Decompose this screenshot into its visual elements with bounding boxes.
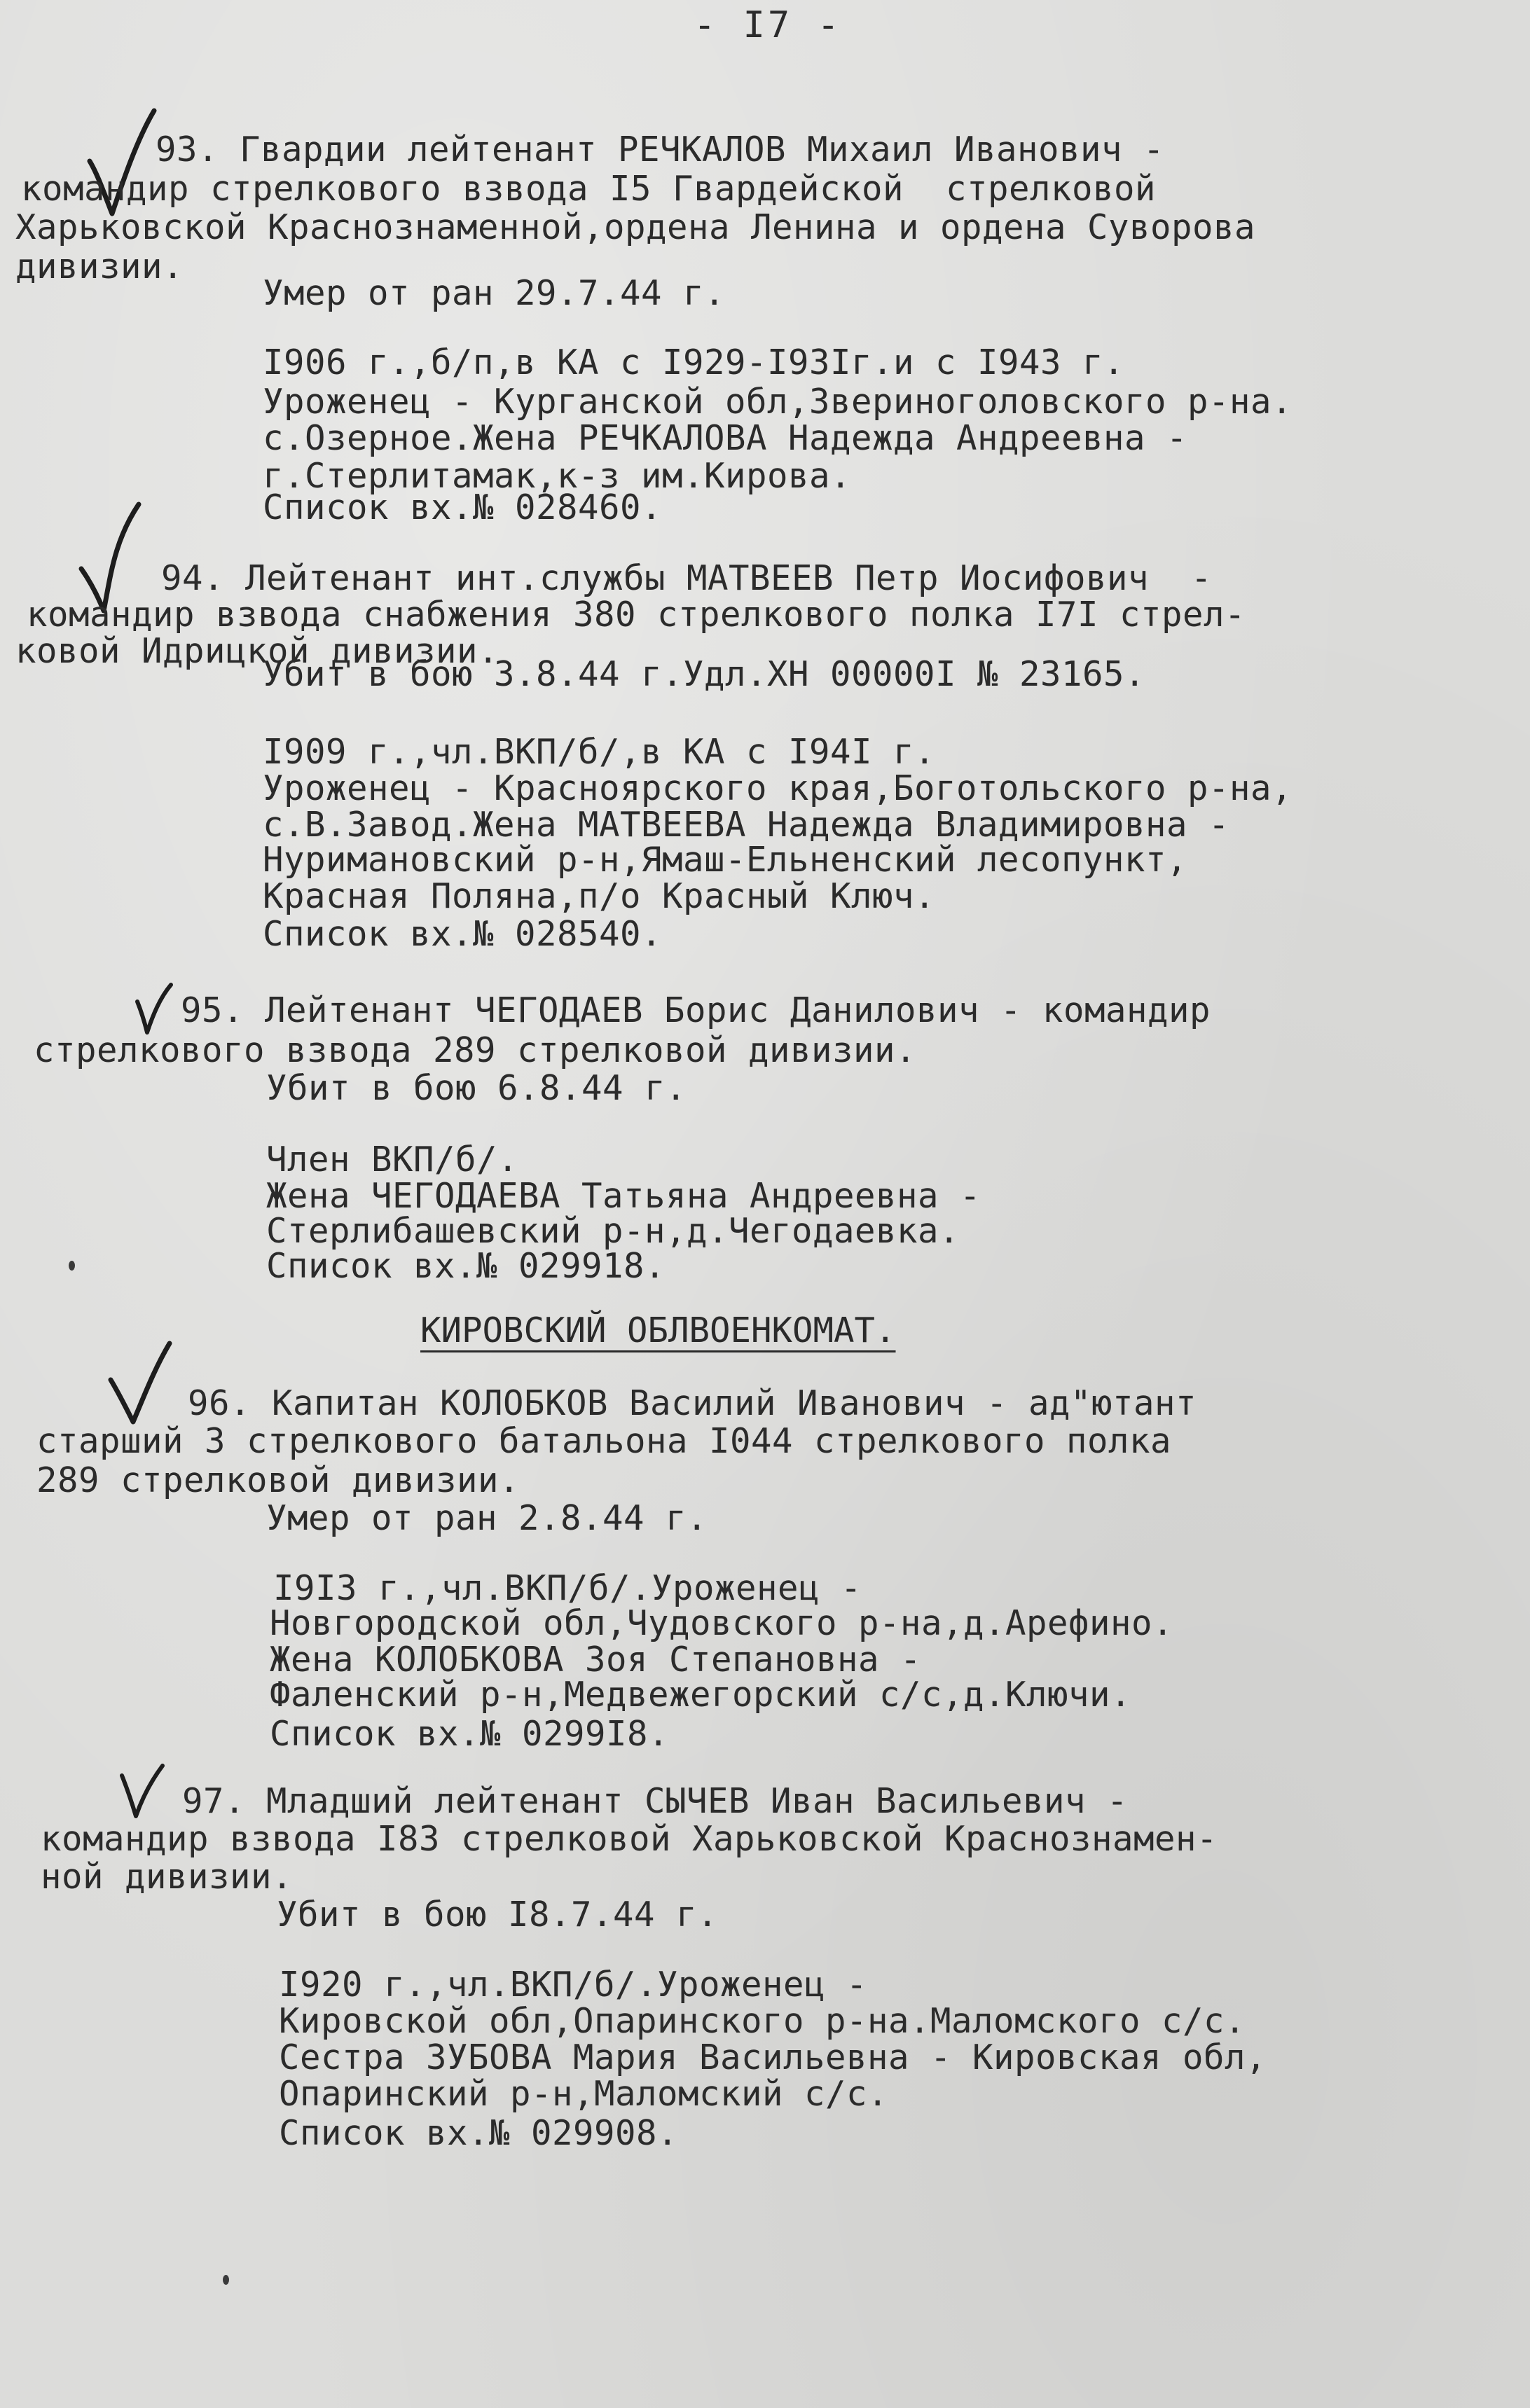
entry-94-detail-4: Нуримановский р-н,Ямаш-Ельненский лесопункт,	[263, 840, 1188, 880]
paper-speck	[223, 2275, 229, 2285]
entry-97-fate: Убит в бою I8.7.44 г.	[277, 1895, 719, 1935]
entry-96-detail-5: Список вх.№ 0299I8.	[270, 1714, 670, 1754]
entry-97-detail-3: Сестра ЗУБОВА Мария Васильевна - Кировская обл,	[279, 2037, 1267, 2077]
entry-96-line-2: старший 3 стрелкового батальона I044 стрелкового полка	[36, 1421, 1172, 1461]
entry-93-detail-5: Список вх.№ 028460.	[263, 487, 663, 527]
entry-96-detail-4: Фаленский р-н,Медвежегорский с/с,д.Ключи.	[270, 1675, 1132, 1715]
entry-93-detail-1: I906 г.,б/п,в КА с I929-I93Iг.и с I943 г.	[263, 342, 1125, 382]
page-number: - I7 -	[694, 4, 842, 46]
entry-97-line-2: командир взвода I83 стрелковой Харьковской Краснознамен-	[41, 1819, 1218, 1859]
entry-94-detail-6: Список вх.№ 028540.	[263, 914, 663, 954]
entry-94-line-3: ковой Идрицкой дивизии.	[15, 631, 499, 671]
entry-95-detail-4: Список вх.№ 029918.	[266, 1246, 666, 1286]
entry-93-detail-4: г.Стерлитамак,к-з им.Кирова.	[263, 456, 852, 496]
entry-97-detail-1: I920 г.,чл.ВКП/б/.Уроженец -	[279, 1965, 868, 2005]
entry-95-detail-2: Жена ЧЕГОДАЕВА Татьяна Андреевна -	[266, 1176, 981, 1216]
entry-96-line-3: 289 стрелковой дивизии.	[36, 1460, 521, 1500]
entry-93-detail-3: с.Озерное.Жена РЕЧКАЛОВА Надежда Андреевна -	[263, 418, 1188, 458]
paper-speck	[69, 1261, 75, 1271]
entry-94-detail-2: Уроженец - Красноярского края,Боготольского р-на,	[263, 768, 1293, 808]
entry-95-fate: Убит в бою 6.8.44 г.	[266, 1068, 687, 1108]
entry-96-fate: Умер от ран 2.8.44 г.	[266, 1498, 708, 1538]
entry-93-line-1: 93. Гвардии лейтенант РЕЧКАЛОВ Михаил Иванович -	[156, 130, 1165, 169]
entry-94-detail-5: Красная Поляна,п/о Красный Ключ.	[263, 876, 936, 916]
entry-97-detail-4: Опаринский р-н,Маломский с/с.	[279, 2074, 889, 2114]
entry-94-fate: Убит в бою 3.8.44 г.Удл.ХН 00000I № 23165.	[263, 654, 1146, 694]
entry-96-detail-3: Жена КОЛОБКОВА Зоя Степановна -	[270, 1640, 922, 1680]
entry-97-line-3: ной дивизии.	[41, 1857, 294, 1897]
checkmark-icon	[118, 1762, 167, 1821]
entry-97-line-1: 97. Младший лейтенант СЫЧЕВ Иван Васильевич -	[182, 1781, 1129, 1821]
entry-94-line-1: 94. Лейтенант инт.службы МАТВЕЕВ Петр Иосифович -	[161, 558, 1213, 598]
entry-95-line-1: 95. Лейтенант ЧЕГОДАЕВ Борис Данилович - командир	[181, 990, 1211, 1030]
entry-93-line-3: Харьковской Краснознаменной,ордена Ленина и ордена Суворова	[15, 207, 1256, 247]
entry-95-detail-3: Стерлибашевский р-н,д.Чегодаевка.	[266, 1211, 960, 1251]
entry-95-detail-1: Член ВКП/б/.	[266, 1140, 519, 1179]
checkmark-icon	[105, 1338, 175, 1429]
entry-93-line-4: дивизии.	[15, 247, 184, 286]
entry-93-detail-2: Уроженец - Курганской обл,Звериноголовского р-на.	[263, 382, 1293, 422]
checkmark-icon	[133, 981, 175, 1037]
entry-94-line-2: командир взвода снабжения 380 стрелкового полка I7I стрел-	[27, 595, 1246, 635]
entry-96-line-1: 96. Капитан КОЛОБКОВ Василий Иванович - ад"ютант	[188, 1383, 1197, 1423]
entry-96-detail-1: I9I3 г.,чл.ВКП/б/.Уроженец -	[273, 1568, 862, 1608]
section-heading: КИРОВСКИЙ ОБЛВОЕНКОМАТ.	[420, 1310, 896, 1350]
entry-96-detail-2: Новгородской обл,Чудовского р-на,д.Арефино.	[270, 1603, 1174, 1643]
entry-94-detail-1: I909 г.,чл.ВКП/б/,в КА с I94I г.	[263, 732, 936, 772]
entry-93-line-2: командир стрелкового взвода I5 Гвардейской стрелковой	[21, 169, 1157, 209]
entry-93-fate: Умер от ран 29.7.44 г.	[263, 273, 726, 313]
entry-95-line-2: стрелкового взвода 289 стрелковой дивизии.	[34, 1030, 917, 1070]
entry-94-detail-3: с.В.Завод.Жена МАТВЕЕВА Надежда Владимировна -	[263, 805, 1230, 845]
entry-97-detail-2: Кировской обл,Опаринского р-на.Маломского с/с.	[279, 2001, 1246, 2041]
entry-97-detail-5: Список вх.№ 029908.	[279, 2113, 679, 2153]
